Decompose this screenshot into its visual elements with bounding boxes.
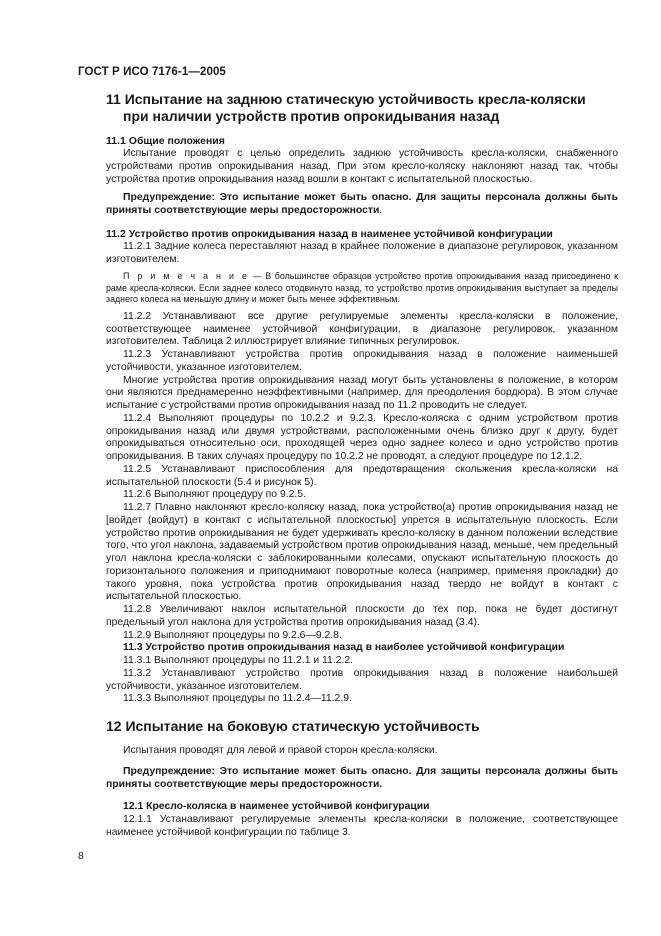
warning-11-bold: Предупреждение: Это испытание может быть опасно. Для защиты персонала должны быть приняты соответствующие меры предосторожности [106, 192, 618, 216]
paragraph-11-3-3: 11.3.3 Выполняют процедуры по 11.2.4—11.2.9. [123, 693, 352, 705]
subsection-11-1-title: 11.1 Общие положения [106, 135, 225, 147]
paragraph-11-2-7: 11.2.7 Плавно наклоняют кресло-коляску назад, пока устройство(а) против опрокидывания назад не [войдет (войдут) в контакт с испытательной плоскостью] упрется в испытательную плоскость. Если устройство против опрокидывания не будет удерживать кресло-коляску в данном положении вследствие того, что угол наклона, задаваемый устройством против опрокидывания назад, меньше, чем предельный угол наклона кресла-коляски с заблокированными колесами, опускают испытательную плоскость до горизонтального положения и приподнимают поворотные колеса (например, применяя прокладки) до такого уровня, пока устройства против опрокидывания назад твердо не войдут в контакт с испытательной плоскостью. [106, 502, 618, 603]
section-12-title: 12 Испытание на боковую статическую устойчивость [106, 718, 480, 734]
subsection-12-1-title: 12.1 Кресло-коляска в наименее устойчивой конфигурации [123, 801, 430, 813]
subsection-11-3-title: 11.3 Устройство против опрокидывания назад в наиболее устойчивой конфигурации [123, 642, 565, 654]
section-11-title-line2: при наличии устройств против опрокидывания назад [123, 108, 500, 124]
paragraph-11-2-2: 11.2.2 Устанавливают все другие регулируемые элементы кресла-коляски в положение, соответствующее наименее устойчивой конфигурации, в диапазоне регулировок, указанном изготовителем. Таблица 2 иллюстрирует влияние типичных регулировок. [106, 310, 618, 348]
paragraph-11-2-8: 11.2.8 Увеличивают наклон испытательной плоскости до тех пор, пока не будет достигнут предельный угол наклона для устройства против опрокидывания назад (3.4). [106, 604, 618, 628]
warning-11 [106, 192, 618, 218]
page-content [106, 91, 618, 840]
paragraph-11-3-2: 11.3.2 Устанавливают устройство против опрокидывания назад в положение наибольшей устойчивости, указанное изготовителем. [106, 667, 618, 692]
note-text: — В большинстве образцов устройство против опрокидывания назад присоединено к раме кресла-коляски. Если заднее колесо отодвинуто назад, то устройство против опрокидывания выступает за пределы заднего колеса на меньшую длину и может быть менее эффективным. [106, 271, 618, 305]
section-11-title-line1: 11 Испытание на заднюю статическую устойчивость кресла-коляски [106, 91, 586, 107]
warning-11-tail: . [379, 205, 383, 216]
paragraph-11-2-5: 11.2.5 Устанавливают приспособления для предотвращения скольжения кресла-коляски на испытательной плоскости (5.4 и рисунок 5). [106, 463, 618, 488]
paragraph-11-2-6: 11.2.6 Выполняют процедуру по 9.2.5. [123, 489, 306, 501]
paragraph-11-2-4: 11.2.4 Выполняют процедуры по 10.2.2 и 9.2.3. Кресло-коляска с одним устройством против опрокидывания назад или двумя устройствами, расположенными очень близко друг к другу, будет опрокидываться относительно оси, проходящей через одно заднее колесо и одно устройство против опрокидывания. В таких случаях процедуру по 10.2.2 не проводят, а следуют процедуре по 12.1.2. [106, 412, 618, 462]
paragraph-12-1-1: 12.1.1 Устанавливают регулируемые элементы кресла-коляски в положение, соответствующее наименее устойчивой конфигурации по таблице 3. [106, 814, 618, 838]
paragraph-11-2-1: 11.2.1 Задние колеса переставляют назад в крайнее положение в диапазоне регулировок, указанном изготовителем. [106, 240, 618, 265]
note-11-2-1 [106, 271, 618, 306]
document-header: ГОСТ Р ИСО 7176-1—2005 [78, 66, 226, 78]
subsection-11-2-title: 11.2 Устройство против опрокидывания назад в наименее устойчивой конфигурации [106, 227, 553, 240]
page-number: 8 [78, 850, 84, 862]
paragraph-11-2-3b: Многие устройства против опрокидывания назад могут быть установлены в положение, в котором они являются преднамеренно неэффективными (например, для преодоления бордюра). В этом случае испытание с устройствами против опрокидывания назад по 11.2 проводить не следует. [106, 374, 618, 411]
paragraph-11-2-3: 11.2.3 Устанавливают устройства против опрокидывания назад в положение наименьшей устойчивости, указанное изготовителем. [106, 349, 618, 373]
note-label: П р и м е ч а н и е [123, 271, 250, 282]
paragraph-12-intro: Испытания проводят для левой и правой сторон кресла-коляски. [123, 745, 438, 756]
paragraph-11-1: Испытание проводят с целью определить заднюю устойчивость кресла-коляски, снабженного устройствами против опрокидывания назад. При этом кресло-коляску наклоняют назад так, чтобы устройства против опрокидывания назад вошли в контакт с испытательной плоскостью. [106, 148, 618, 185]
warning-12: Предупреждение: Это испытание может быть опасно. Для защиты персонала должны быть приняты соответствующие меры предосторожности. [106, 765, 618, 790]
paragraph-11-2-9: 11.2.9 Выполняют процедуры по 9.2.6—9.2.8. [123, 629, 342, 641]
paragraph-11-3-1: 11.3.1 Выполняют процедуры по 11.2.1 и 11.2.2. [123, 655, 354, 666]
